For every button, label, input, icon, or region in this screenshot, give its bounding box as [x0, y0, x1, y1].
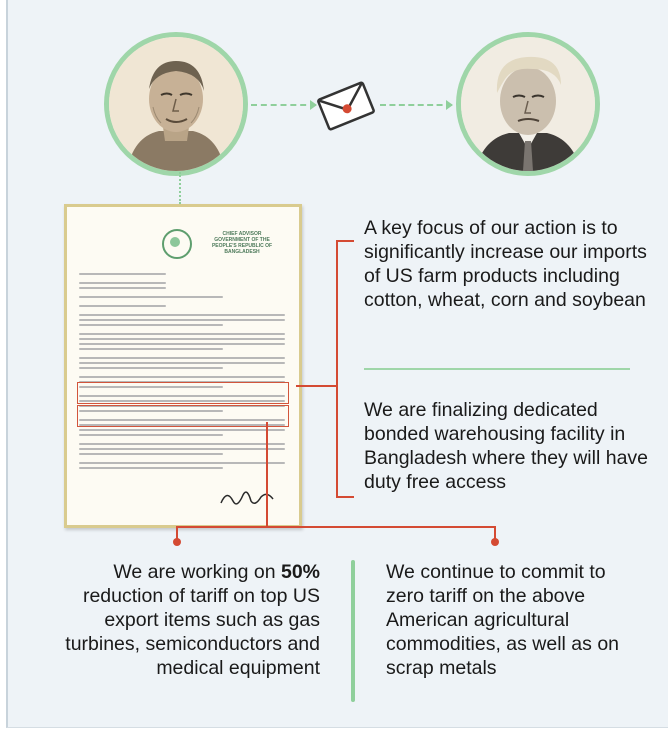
quote-separator — [364, 368, 630, 370]
quote-zero-tariff: We continue to commit to zero tariff on the above American agricultural commodities, as well as on scrap metals — [386, 561, 620, 679]
quote-tariff-reduction — [38, 560, 320, 680]
arrow-right-icon — [446, 100, 453, 110]
connector-left — [251, 104, 316, 106]
envelope-icon — [314, 78, 378, 139]
callout-line-horizontal — [176, 526, 496, 528]
letter-government: GOVERNMENT OF THE PEOPLE'S REPUBLIC OF BANGLADESH — [211, 237, 273, 255]
quote-tariff-percent: 50% — [280, 561, 320, 583]
quote-tariff-text-end: reduction of tariff on top US export items such as gas turbines, semiconductors and medical equipment — [65, 585, 320, 679]
portrait-right — [456, 32, 600, 176]
callout-line-down — [266, 422, 268, 526]
quote-warehousing: We are finalizing dedicated bonded warehousing facility in Bangladesh where they will have duty free access — [364, 399, 649, 493]
portrait-left — [104, 32, 248, 176]
connector-down — [179, 172, 181, 204]
callout-line-top — [296, 385, 336, 387]
callout-bracket — [336, 240, 338, 498]
letter-header — [202, 231, 282, 255]
callout-tick-top — [336, 240, 354, 242]
letter-office: CHIEF ADVISOR — [222, 231, 262, 237]
seal-icon — [162, 229, 192, 259]
callout-dot-right — [491, 538, 499, 546]
vertical-separator — [351, 560, 355, 702]
highlight-box-1 — [77, 382, 289, 404]
callout-tick-bottom — [336, 496, 354, 498]
signature — [217, 485, 277, 516]
highlight-box-2 — [77, 405, 289, 427]
connector-right — [380, 104, 452, 106]
letter-body — [79, 273, 285, 476]
quote-farm-imports: A key focus of our action is to significantly increase our imports of US farm products including cotton, wheat, corn and soybean — [364, 217, 647, 311]
infographic-panel — [6, 0, 668, 728]
quote-tariff-text-start: We are working on — [113, 561, 281, 583]
callout-dot-left — [173, 538, 181, 546]
